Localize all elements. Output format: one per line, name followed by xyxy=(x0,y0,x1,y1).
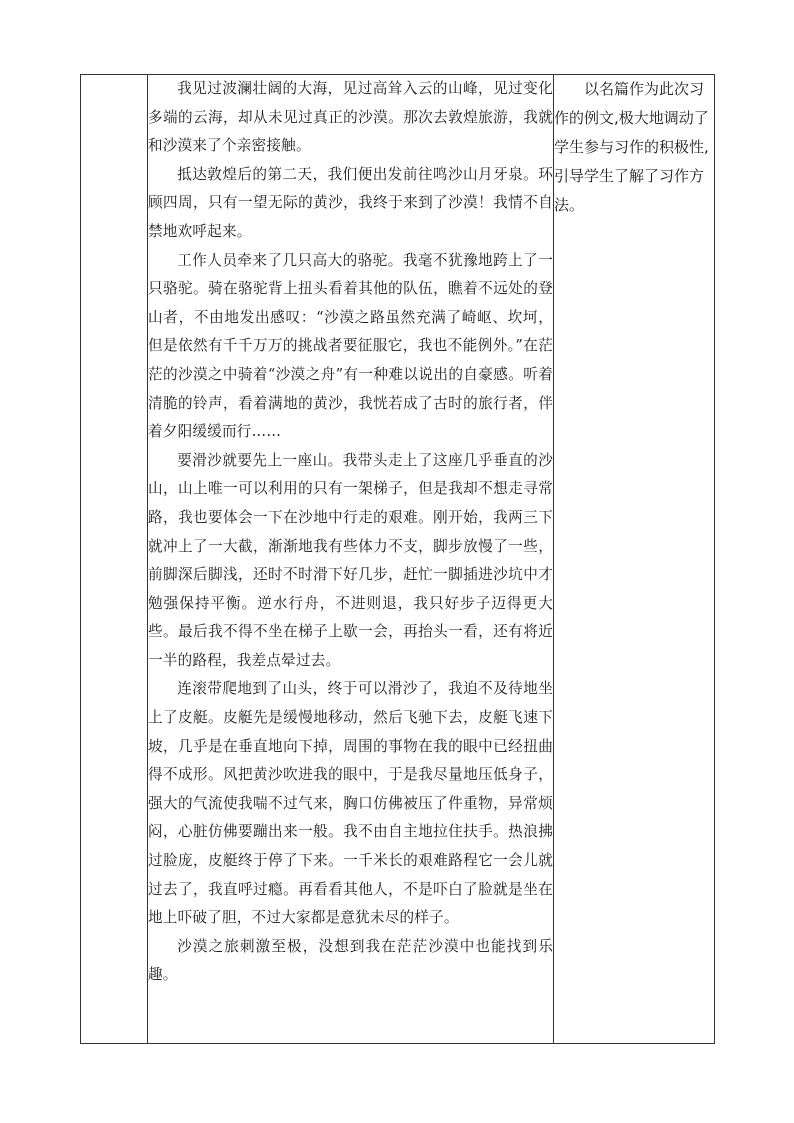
essay-paragraph-6: 沙漠之旅刺激至极，没想到我在茫茫沙漠中也能找到乐趣。 xyxy=(148,937,553,984)
essay-paragraph-3: 工作人员牵来了几只高大的骆驼。我毫不犹豫地跨上了一只骆驼。骑在骆驼背上扭头看着其他的队伍，瞧着不远处的登山者，不由地发出感叹：“沙漠之路虽然充满了崎岖、坎坷，但是依然有千千万万的挑战者要征服它，我也不能例外。”在茫茫的沙漠之中骑着“沙漠之舟”有一种难以说出的自豪感。听着清脆的铃声，看着满地的黄沙，我恍若成了古时的旅行者，伴着夕阳缓缓而行…… xyxy=(148,251,553,441)
essay-paragraph-2: 抵达敦煌后的第二天，我们便出发前往鸣沙山月牙泉。环顾四周，只有一望无际的黄沙，我终于来到了沙漠！我情不自禁地欢呼起来。 xyxy=(148,165,553,240)
lesson-plan-table xyxy=(80,74,715,1044)
design-intent-cell xyxy=(554,75,715,1044)
example-essay-cell xyxy=(148,75,554,1044)
essay-paragraph-5: 连滚带爬地到了山头，终于可以滑沙了，我迫不及待地坐上了皮艇。皮艇先是缓慢地移动，然后飞驰下去，皮艇飞速下坡，几乎是在垂直地向下掉，周围的事物在我的眼中已经扭曲得不成形。风把黄沙吹进我的眼中，于是我尽量地压低身子，强大的气流使我喘不过气来，胸口仿佛被压了件重物，异常烦闷，心脏仿佛要蹦出来一般。我不由自主地拉住扶手。热浪拂过脸庞，皮艇终于停了下来。一千米长的艰难路程它一会儿就过去了，我直呼过瘾。再看看其他人，不是吓白了脸就是坐在地上吓破了胆，不过大家都是意犹未尽的样子。 xyxy=(148,680,553,927)
essay-paragraph-1: 我见过波澜壮阔的大海，见过高耸入云的山峰，见过变化多端的云海，却从未见过真正的沙漠。那次去敦煌旅游，我就和沙漠来了个亲密接触。 xyxy=(148,80,553,155)
blank-left-column xyxy=(81,75,148,1044)
table-row xyxy=(81,75,715,1044)
design-intent-text: 以名篇作为此次习作的例文,极大地调动了学生参与习作的积极性,引导学生了解了习作方法。 xyxy=(554,80,709,214)
essay-paragraph-4: 要滑沙就要先上一座山。我带头走上了这座几乎垂直的沙山，山上唯一可以利用的只有一架梯子，但是我却不想走寻常路，我也要体会一下在沙地中行走的艰难。刚开始，我两三下就冲上了一大截，渐渐地我有些体力不支，脚步放慢了一些，前脚深后脚浅，还时不时滑下好几步，赶忙一脚插进沙坑中才勉强保持平衡。逆水行舟，不进则退，我只好步子迈得更大些。最后我不得不坐在梯子上歇一会，再抬头一看，还有将近一半的路程，我差点晕过去。 xyxy=(148,451,553,669)
